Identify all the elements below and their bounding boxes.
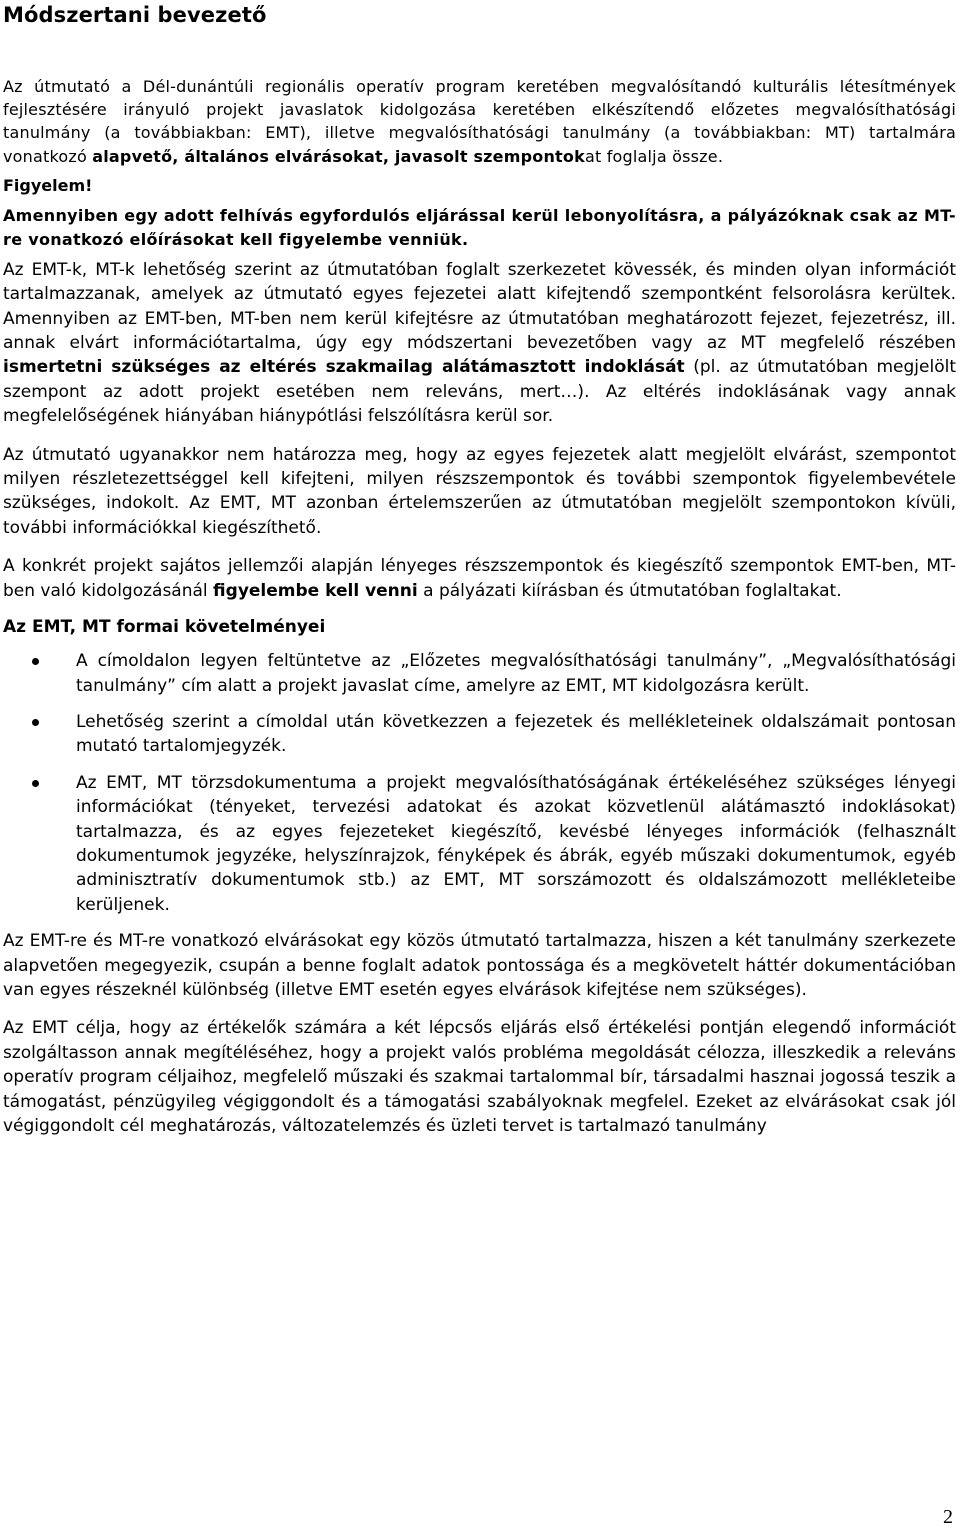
bullet-icon (32, 719, 39, 726)
intro-bold-text: alapvető, általános elvárásokat, javasolt szempontok (92, 146, 585, 166)
common-guide-paragraph: Az EMT-re és MT-re vonatkozó elvárásokat egy közös útmutató tartalmazza, hiszen a két tanulmány szerkezete alapvetően megegyezik, csupán a benne foglalt adatok pontossága és a megkövetelt háttér dokumentációban van egyes részeknél különbség (illetve EMT esetén egyes elvárások kifejtése nem szükséges). (3, 931, 956, 1000)
project-text-2: a pályázati kiírásban és útmutatóban foglaltakat. (417, 580, 842, 601)
page-number: 2 (943, 1506, 953, 1528)
list-item (3, 710, 956, 759)
page-title: Módszertani bevezető (3, 3, 267, 27)
warning-paragraph: Amennyiben egy adott felhívás egyfordulós eljárással kerül lebonyolításra, a pályázóknak csak az MT-re vonatkozó előírásokat kell figyelembe venniük. (3, 205, 956, 249)
attention-label: Figyelem! (3, 175, 93, 195)
intro-paragraph (3, 75, 956, 168)
intro-text-2: at foglalja össze. (584, 146, 724, 166)
project-paragraph (3, 554, 956, 603)
list-item (3, 649, 956, 698)
structure-text-1: Az EMT-k, MT-k lehetőség szerint az útmutatóban foglalt szerkezetet kövessék, és minden olyan információt tartalmazzanak, amelyek az útmutató egyes fejezetei alatt kifejtendő szempontként felsorolásra kerültek. Amennyiben az EMT-ben, MT-ben nem kerül kifejtésre az útmutatóban meghatározott fejezet, fejezetrész, ill. annak elvárt információtartalma, úgy egy módszertani bevezetőben vagy az MT megfelelő részében (3, 259, 956, 354)
bullet-icon (32, 780, 39, 787)
list-item-text: Az EMT, MT törzsdokumentuma a projekt megvalósíthatóságának értékeléséhez szükséges lényegi információkat (tényeket, tervezési adatokat és azokat közvetlenül alátámasztó indoklásokat) tartalmazza, és az egyes fejezeteket kiegészítő, kevésbé lényeges információk (felhasznált dokumentumok jegyzéke, helyszínrajzok, fényképek és ábrák, egyéb műszaki dokumentumok, egyéb adminisztratív dokumentumok stb.) az EMT, MT sorszámozott és oldalszámozott mellékleteibe kerüljenek. (76, 772, 956, 915)
requirements-list (3, 649, 956, 917)
list-item (3, 771, 956, 917)
list-item-text: Lehetőség szerint a címoldal után következzen a fejezetek és mellékleteinek oldalszámait pontosan mutató tartalomjegyzék. (76, 711, 956, 757)
bullet-icon (32, 658, 39, 665)
structure-paragraph (3, 258, 956, 429)
structure-bold-text: ismertetni szükséges az eltérés szakmailag alátámasztott indoklását (3, 357, 685, 378)
intro-text-1: Az útmutató a Dél-dunántúli regionális operatív program keretében megvalósítandó kulturális létesítmények fejlesztésére irányuló projekt javaslatok kidolgozása keretében elkészítendő előzetes megvalósíthatósági tanulmány (a továbbiakban: EMT), illetve megvalósíthatósági tanulmány (a továbbiakban: MT) tartalmára vonatkozó (3, 77, 956, 166)
project-bold-text: figyelembe kell venni (213, 580, 418, 601)
document-body (3, 75, 956, 1138)
detail-paragraph: Az útmutató ugyanakkor nem határozza meg, hogy az egyes fejezetek alatt megjelölt elvárást, szempontot milyen részletezettséggel kell kifejteni, milyen részszempontok és további szempontok figyelembevétele szükséges, indokolt. Az EMT, MT azonban értelemszerűen az útmutatóban megjelölt szempontokon kívüli, további információkkal kiegészíthető. (3, 444, 956, 538)
emt-goal-paragraph: Az EMT célja, hogy az értékelők számára a két lépcsős eljárás első értékelési pontján elegendő információt szolgáltasson annak megítéléséhez, hogy a projekt valós probléma megoldását célozza, illeszkedik a releváns operatív program céljaihoz, megfelelő műszaki és szakmai tartalommal bír, társadalmi hasznai jogossá teszik a támogatást, pénzügyileg végiggondolt és a támogatási szabályoknak megfelel. Ezeket az elvárásokat csak jól végiggondolt cél meghatározás, változatelemzés és üzleti tervet is tartalmazó tanulmány (3, 1018, 956, 1136)
list-item-text: A címoldalon legyen feltüntetve az „Előzetes megvalósíthatósági tanulmány”, „Megvalósíthatósági tanulmány” cím alatt a projekt javaslat címe, amelyre az EMT, MT kidolgozásra került. (76, 651, 956, 696)
structure-text-2: (pl. az útmutatóban megjelölt szempont az adott projekt esetében nem releváns, mert…). Az eltérés indoklásának vagy annak megfelelőségének hiányában hiánypótlási felszólításra kerül sor. (3, 357, 956, 427)
project-text-1: A konkrét projekt sajátos jellemzői alapján lényeges részszempontok és kiegészítő szempontok EMT-ben, MT-ben való kidolgozásánál (3, 556, 956, 601)
section-heading: Az EMT, MT formai követelményei (3, 617, 326, 638)
